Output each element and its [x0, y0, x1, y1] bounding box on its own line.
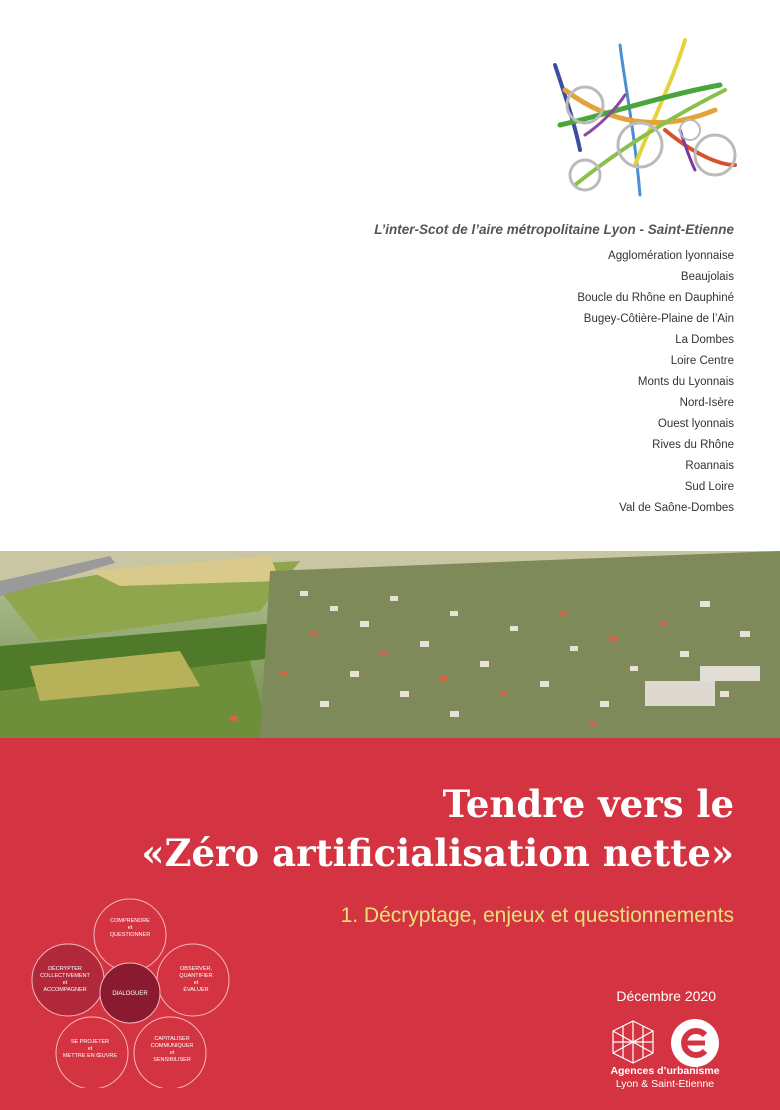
agency-logos: [605, 1013, 735, 1073]
diagram-label: et: [87, 1046, 93, 1052]
territory-item: Agglomération lyonnaise: [608, 250, 734, 262]
aerial-photo: [0, 551, 780, 738]
diagram-label: QUANTIFIER: [179, 973, 213, 979]
territory-item: La Dombes: [675, 334, 734, 346]
diagram-label: DÉCRYPTER: [48, 966, 82, 972]
diagram-label: et: [62, 980, 68, 986]
title-line: «Zéro artificialisation nette»: [141, 831, 734, 875]
territory-item: Val de Saône-Dombes: [619, 502, 734, 514]
territory-item: Loire Centre: [670, 355, 734, 367]
territory-item: Monts du Lyonnais: [637, 376, 734, 388]
cube-logo-icon: [613, 1021, 653, 1063]
diagram-label: COMPRENDRE: [110, 918, 150, 924]
territory-item: Nord-Isère: [679, 397, 734, 409]
agency-city: Lyon & Saint-Etienne: [615, 1078, 715, 1090]
report-subtitle: 1. Décryptage, enjeux et questionnements: [340, 904, 734, 927]
e-logo-icon: [671, 1019, 719, 1067]
territory-item: Rives du Rhône: [652, 439, 734, 451]
diagram-label: CAPITALISER: [154, 1036, 190, 1042]
diagram-label: SE PROJETER: [70, 1039, 110, 1045]
title-line: Tendre vers le: [442, 782, 734, 826]
diagram-label: COLLECTIVEMENT: [40, 973, 90, 979]
diagram-label: ÉVALUER: [183, 987, 209, 993]
diagram-label: et: [127, 925, 133, 931]
inter-scot-tagline: L’inter-Scot de l’aire métropolitaine Lyon - Saint-Etienne: [374, 222, 734, 237]
territory-item: Roannais: [685, 460, 734, 472]
territory-item: Boucle du Rhône en Dauphiné: [577, 292, 734, 304]
territory-list: [577, 249, 734, 522]
publication-date: Décembre 2020: [616, 988, 716, 1004]
petal-left: [32, 944, 104, 1016]
diagram-label: SENSIBILISER: [153, 1057, 191, 1063]
approach-diagram: [20, 888, 240, 1088]
report-title: [141, 780, 734, 878]
diagram-label: ACCOMPAGNER: [43, 987, 87, 993]
diagram-center-label: DIALOGUER: [112, 991, 148, 997]
cover-panel: [0, 738, 780, 1110]
agency-name: Agences d’urbanisme: [610, 1065, 720, 1077]
diagram-label: OBSERVER,: [180, 966, 212, 972]
territory-item: Bugey-Côtière-Plaine de l’Ain: [583, 313, 734, 325]
diagram-label: COMMUNIQUER: [150, 1043, 194, 1049]
inter-scot-logo: [545, 35, 745, 200]
diagram-label: et: [169, 1050, 175, 1056]
diagram-label: QUESTIONNER: [109, 932, 151, 938]
territory-item: Sud Loire: [684, 481, 734, 493]
diagram-label: et: [193, 980, 199, 986]
diagram-label: METTRE EN ŒUVRE: [62, 1053, 118, 1059]
territory-item: Beaujolais: [680, 271, 734, 283]
territory-item: Ouest lyonnais: [657, 418, 734, 430]
